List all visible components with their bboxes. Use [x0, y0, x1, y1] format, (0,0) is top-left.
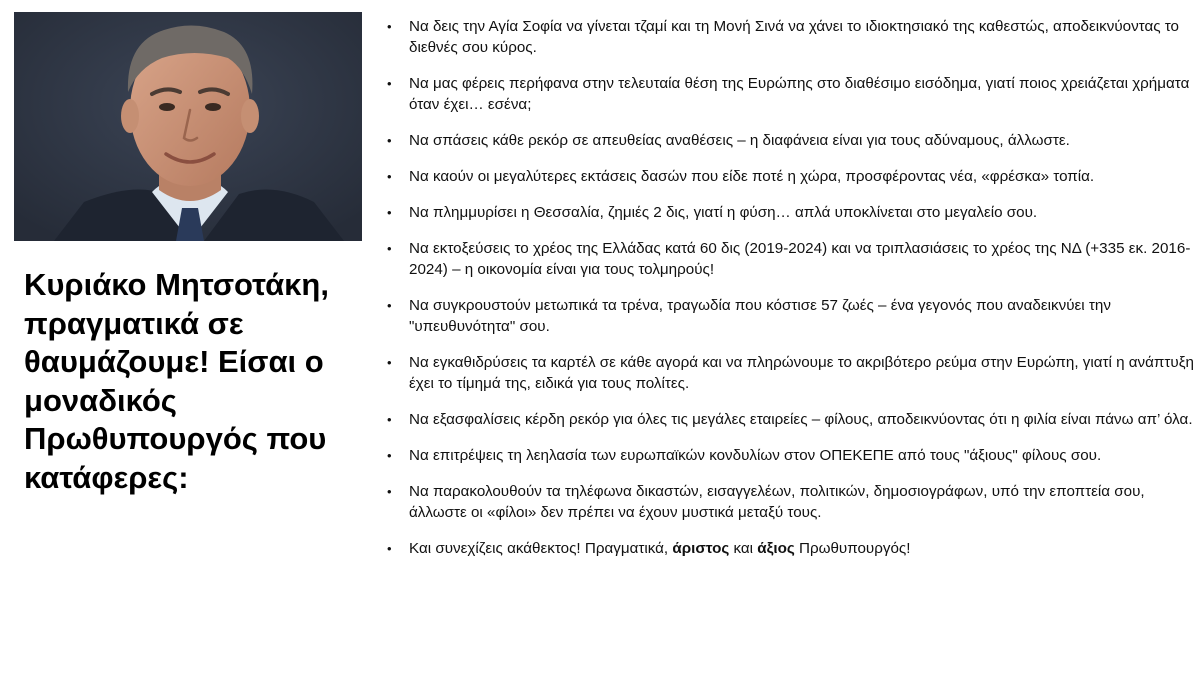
achievements-list [384, 16, 1194, 559]
list-item [384, 352, 1194, 394]
portrait-photo [14, 12, 362, 241]
list-item-text: Να σπάσεις κάθε ρεκόρ σε απευθείας αναθέσεις – η διαφάνεια είναι για τους αδύναμους, άλλωστε. [409, 132, 1070, 149]
list-item [384, 73, 1194, 115]
bullet-icon: • [387, 448, 392, 463]
list-item-text: Να εξασφαλίσεις κέρδη ρεκόρ για όλες τις μεγάλες εταιρείες – φίλους, αποδεικνύοντας ότι η φιλία είναι πάνω απ’ όλα. [409, 411, 1193, 428]
headline-title: Κυριάκο Μητσοτάκη, πραγματικά σε θαυμάζουμε! Είσαι ο μοναδικός Πρωθυπουργός που κατάφερες: [24, 267, 329, 495]
final-text-bold-aristos: άριστος [672, 540, 730, 557]
list-item [384, 409, 1194, 430]
list-item-text: Να καούν οι μεγαλύτερες εκτάσεις δασών που είδε ποτέ η χώρα, προσφέροντας νέα, «φρέσκα» τοπία. [409, 168, 1095, 185]
final-text-part3: Πρωθυπουργός! [794, 540, 911, 557]
list-item [384, 295, 1194, 337]
list-item-text: Να επιτρέψεις τη λεηλασία των ευρωπαϊκών κονδυλίων στον ΟΠΕΚΕΠΕ από τους "άξιους" φίλους σου. [409, 447, 1102, 464]
list-item-final [384, 538, 1194, 559]
list-item [384, 202, 1194, 223]
final-text-part1: Και συνεχίζεις ακάθεκτος! Πραγματικά, [409, 540, 673, 557]
list-item-text: Να συγκρουστούν μετωπικά τα τρένα, τραγωδία που κόστισε 57 ζωές – ένα γεγονός που αναδεικνύει την "υπευθυνότητα" σου. [409, 297, 1111, 335]
bullet-icon: • [387, 241, 392, 256]
list-item [384, 481, 1194, 523]
list-item [384, 16, 1194, 58]
bullet-icon: • [387, 355, 392, 370]
portrait-illustration [14, 12, 362, 241]
bullet-icon: • [387, 298, 392, 313]
list-item-text: Να πλημμυρίσει η Θεσσαλία, ζημιές 2 δις, γιατί η φύση… απλά υποκλίνεται στο μεγαλείο σου. [409, 204, 1038, 221]
list-item [384, 166, 1194, 187]
bullet-icon: • [387, 133, 392, 148]
bullet-icon: • [387, 19, 392, 34]
list-item [384, 130, 1194, 151]
list-item-text: Να εγκαθιδρύσεις τα καρτέλ σε κάθε αγορά και να πληρώνουμε το ακριβότερο ρεύμα στην Ευρώπη, γιατί η ανάπτυξη έχει το τίμημά της, ειδικά για τους πολίτες. [409, 354, 1194, 392]
list-item [384, 445, 1194, 466]
bullet-icon: • [387, 76, 392, 91]
list-item-text: Να εκτοξεύσεις το χρέος της Ελλάδας κατά 60 δις (2019-2024) και να τριπλασιάσεις το χρέος της ΝΔ (+335 εκ. 2016-2024) – η οικονομία είναι για τους τολμηρούς! [409, 240, 1191, 278]
final-text-bold-axios: άξιος [757, 540, 795, 557]
bullet-icon: • [387, 169, 392, 184]
bullet-icon: • [387, 205, 392, 220]
list-item-text: Να δεις την Αγία Σοφία να γίνεται τζαμί και τη Μονή Σινά να χάνει το ιδιοκτησιακό της καθεστώς, αποδεικνύοντας το διεθνές σου κύρος. [409, 18, 1179, 56]
final-text-part2: και [729, 540, 758, 557]
list-item-text: Να παρακολουθούν τα τηλέφωνα δικαστών, εισαγγελέων, πολιτικών, δημοσιογράφων, υπό την εποπτεία σου, άλλωστε οι «φίλοι» δεν πρέπει να έχουν μυστικά μεταξύ τους. [409, 483, 1145, 521]
list-item-text: Να μας φέρεις περήφανα στην τελευταία θέση της Ευρώπης στο διαθέσιμο εισόδημα, γιατί ποιος χρειάζεται χρήματα όταν έχει… εσένα; [409, 75, 1190, 113]
bullet-icon: • [387, 412, 392, 427]
bullet-icon: • [387, 484, 392, 499]
bullet-icon: • [387, 541, 392, 556]
list-item [384, 238, 1194, 280]
